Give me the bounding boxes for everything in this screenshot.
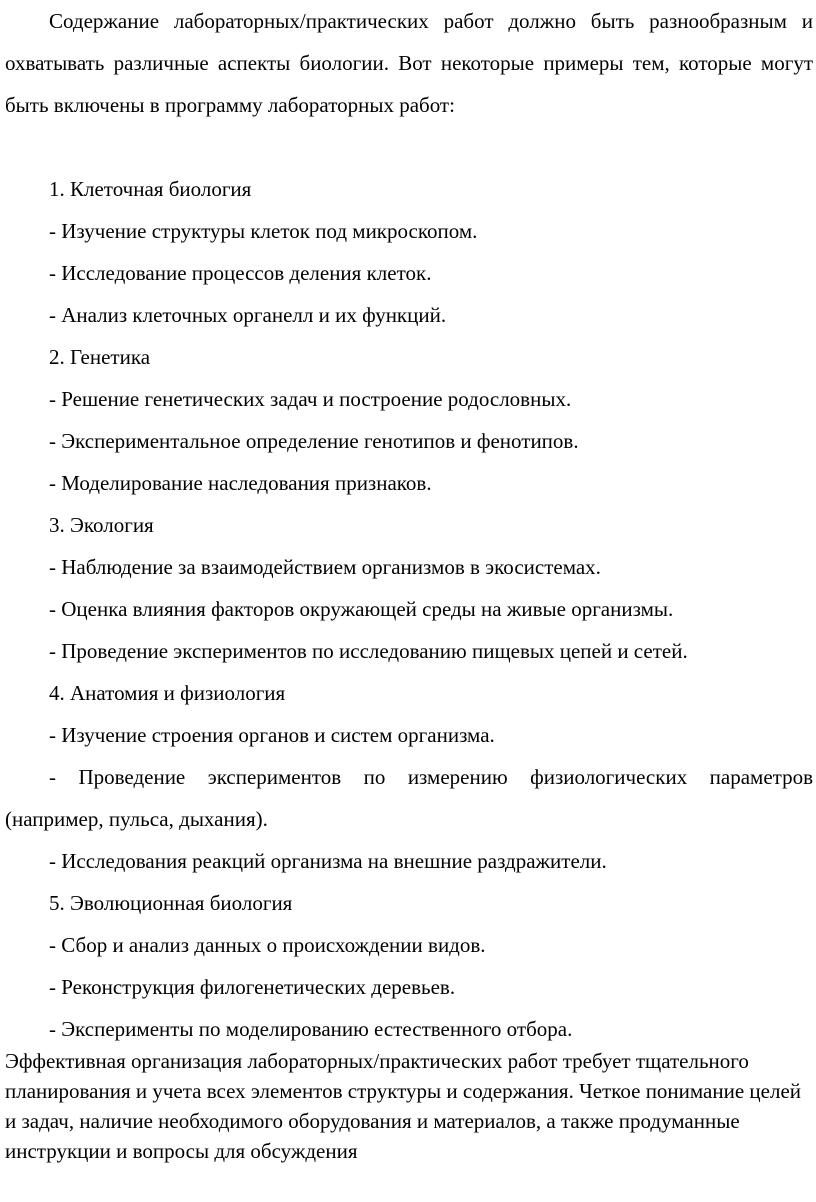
list-item: - Наблюдение за взаимодействием организмов в экосистемах. bbox=[49, 555, 601, 579]
section-heading: 2. Генетика bbox=[49, 345, 151, 369]
list-item: - Анализ клеточных органелл и их функций. bbox=[49, 303, 447, 327]
list-item: - Исследование процессов деления клеток. bbox=[49, 261, 432, 285]
topics-list bbox=[0, 168, 816, 1050]
section-heading: 4. Анатомия и физиология bbox=[49, 681, 286, 705]
list-item: - Сбор и анализ данных о происхождении видов. bbox=[49, 933, 486, 957]
list-item: - Экспериментальное определение генотипов и фенотипов. bbox=[49, 429, 579, 453]
section-heading: 3. Экология bbox=[49, 513, 154, 537]
list-item: - Исследования реакций организма на внешние раздражители. bbox=[49, 849, 607, 873]
list-item: - Проведение экспериментов по исследованию пищевых цепей и сетей. bbox=[49, 639, 688, 663]
list-item: - Реконструкция филогенетических деревьев. bbox=[49, 975, 456, 999]
list-item: - Изучение строения органов и систем организма. bbox=[49, 723, 495, 747]
section-heading: 1. Клеточная биология bbox=[49, 177, 252, 201]
list-item: - Проведение экспериментов по измерению физиологических параметров (например, пульса, дыхания). bbox=[5, 765, 813, 831]
list-item: - Эксперименты по моделированию естественного отбора. bbox=[49, 1017, 573, 1041]
list-item: - Решение генетических задач и построение родословных. bbox=[49, 387, 572, 411]
intro-paragraph: Содержание лабораторных/практических работ должно быть разнообразным и охватывать различные аспекты биологии. Вот некоторые примеры тем, которые могут быть включены в программу лабораторных работ: bbox=[5, 9, 813, 117]
list-item: - Изучение структуры клеток под микроскопом. bbox=[49, 219, 478, 243]
closing-paragraph: Эффективная организация лабораторных/практических работ требует тщательного планирования и учета всех элементов структуры и содержания. Четкое понимание целей и задач, наличие необходимого оборудования и материалов, а также продуманные инструкции и вопросы для обсуждения bbox=[5, 1049, 802, 1163]
section-heading: 5. Эволюционная биология bbox=[49, 891, 293, 915]
list-item: - Оценка влияния факторов окружающей среды на живые организмы. bbox=[49, 597, 674, 621]
list-item: - Моделирование наследования признаков. bbox=[49, 471, 432, 495]
